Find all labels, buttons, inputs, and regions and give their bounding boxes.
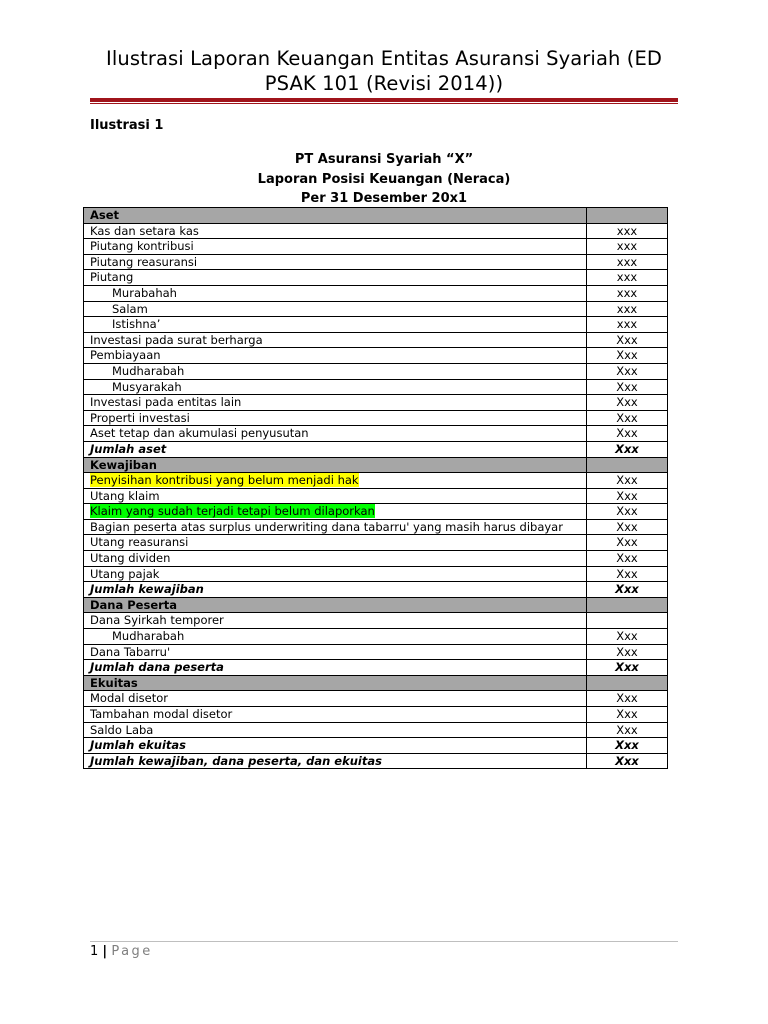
row-amount	[587, 457, 668, 473]
row-amount: Xxx	[587, 504, 668, 520]
label-text: Istishna’	[112, 317, 161, 332]
row-label	[84, 660, 587, 676]
label-text: Piutang reasuransi	[90, 254, 198, 269]
row-label	[84, 535, 587, 551]
row-label	[84, 348, 587, 364]
row-amount: Xxx	[587, 410, 668, 426]
row-amount: Xxx	[587, 738, 668, 754]
table-row	[84, 613, 668, 629]
total-row	[84, 738, 668, 754]
document-title-line-2: PSAK 101 (Revisi 2014))	[264, 72, 504, 95]
row-label	[84, 379, 587, 395]
label-text: Jumlah dana peserta	[90, 660, 224, 675]
table-row	[84, 504, 668, 520]
row-label	[84, 285, 587, 301]
total-row	[84, 660, 668, 676]
row-label	[84, 551, 587, 567]
row-amount: xxx	[587, 223, 668, 239]
table-row	[84, 223, 668, 239]
total-row	[84, 582, 668, 598]
row-amount: Xxx	[587, 582, 668, 598]
row-label	[84, 519, 587, 535]
highlighted-label-text: Klaim yang sudah terjadi tetapi belum dilaporkan	[90, 504, 375, 519]
row-amount: xxx	[587, 317, 668, 333]
section-header-row	[84, 457, 668, 473]
row-label	[84, 441, 587, 457]
row-label	[84, 675, 587, 691]
row-amount: Xxx	[587, 426, 668, 442]
label-text: Properti investasi	[90, 410, 190, 425]
row-amount: xxx	[587, 239, 668, 255]
label-text: Tambahan modal disetor	[90, 707, 233, 721]
row-amount: Xxx	[587, 753, 668, 769]
label-text: Mudharabah	[112, 629, 185, 644]
table-row	[84, 644, 668, 660]
row-amount: Xxx	[587, 644, 668, 660]
page-footer	[90, 944, 153, 959]
row-label	[84, 223, 587, 239]
label-text: Utang klaim	[90, 488, 160, 503]
row-label	[84, 738, 587, 754]
row-label	[84, 753, 587, 769]
row-amount	[587, 613, 668, 629]
label-text: Saldo Laba	[90, 722, 154, 737]
row-amount: Xxx	[587, 660, 668, 676]
page-separator: |	[102, 944, 108, 959]
table-row	[84, 488, 668, 504]
table-row	[84, 363, 668, 379]
row-label	[84, 629, 587, 645]
row-amount	[587, 208, 668, 224]
row-amount: Xxx	[587, 691, 668, 707]
table-row	[84, 395, 668, 411]
row-amount: xxx	[587, 270, 668, 286]
table-row	[84, 426, 668, 442]
row-label	[84, 426, 587, 442]
row-amount	[587, 675, 668, 691]
table-row	[84, 535, 668, 551]
row-amount: xxx	[587, 301, 668, 317]
row-amount	[587, 597, 668, 613]
row-label	[84, 644, 587, 660]
row-label	[84, 363, 587, 379]
row-amount: Xxx	[587, 629, 668, 645]
row-label	[84, 613, 587, 629]
table-row	[84, 629, 668, 645]
table-row	[84, 722, 668, 738]
table-row	[84, 254, 668, 270]
balance-sheet-body	[84, 208, 668, 769]
illustration-label: Ilustrasi 1	[90, 118, 164, 133]
label-text: Bagian peserta atas surplus underwriting dana tabarru' yang masih harus dibayar	[90, 519, 563, 534]
label-text: Aset tetap dan akumulasi penyusutan	[90, 426, 309, 441]
row-label	[84, 254, 587, 270]
table-row	[84, 707, 668, 723]
row-label	[84, 317, 587, 333]
total-row	[84, 753, 668, 769]
row-label	[84, 488, 587, 504]
label-text: Jumlah ekuitas	[90, 738, 187, 753]
row-label	[84, 597, 587, 613]
report-date: Per 31 Desember 20x1	[300, 191, 468, 206]
row-amount: Xxx	[587, 551, 668, 567]
row-amount: Xxx	[587, 566, 668, 582]
label-text: Piutang kontribusi	[90, 239, 194, 254]
label-text: Utang reasuransi	[90, 535, 189, 550]
table-row	[84, 285, 668, 301]
label-text: Mudharabah	[112, 363, 185, 378]
label-text: Musyarakah	[112, 379, 182, 394]
label-text: Dana Peserta	[90, 597, 178, 612]
row-amount: Xxx	[587, 332, 668, 348]
row-label	[84, 582, 587, 598]
title-rule-thin	[90, 103, 678, 104]
label-text: Jumlah kewajiban, dana peserta, dan ekuitas	[90, 753, 382, 768]
row-amount: Xxx	[587, 722, 668, 738]
report-name: Laporan Posisi Keuangan (Neraca)	[257, 171, 511, 187]
table-row	[84, 566, 668, 582]
section-header-row	[84, 208, 668, 224]
footer-rule	[90, 941, 678, 942]
label-text: Salam	[112, 301, 148, 316]
balance-sheet-table	[83, 207, 668, 769]
table-row	[84, 270, 668, 286]
page-number: 1	[90, 944, 99, 959]
section-header-row	[84, 675, 668, 691]
label-text: Investasi pada entitas lain	[90, 395, 242, 410]
row-label	[84, 691, 587, 707]
total-row	[84, 441, 668, 457]
row-amount: xxx	[587, 285, 668, 301]
table-row	[84, 239, 668, 255]
label-text: Ekuitas	[90, 675, 138, 690]
row-amount: Xxx	[587, 348, 668, 364]
label-text: Jumlah aset	[90, 441, 167, 456]
label-text: Aset	[90, 208, 120, 222]
row-amount: Xxx	[587, 395, 668, 411]
table-row	[84, 301, 668, 317]
row-amount: Xxx	[587, 488, 668, 504]
report-heading	[84, 150, 684, 209]
table-row	[84, 332, 668, 348]
row-amount: Xxx	[587, 363, 668, 379]
label-text: Jumlah kewajiban	[90, 582, 204, 597]
row-amount: Xxx	[587, 473, 668, 489]
label-text: Utang pajak	[90, 566, 160, 581]
row-label	[84, 332, 587, 348]
row-amount: Xxx	[587, 379, 668, 395]
row-label	[84, 504, 587, 520]
label-text: Investasi pada surat berharga	[90, 332, 263, 347]
label-text: Kas dan setara kas	[90, 223, 199, 238]
label-text: Murabahah	[112, 285, 177, 300]
table-row	[84, 410, 668, 426]
highlighted-label-text: Penyisihan kontribusi yang belum menjadi hak	[90, 473, 359, 488]
section-header-row	[84, 597, 668, 613]
table-row	[84, 473, 668, 489]
row-amount: Xxx	[587, 519, 668, 535]
row-label	[84, 208, 587, 224]
row-amount: Xxx	[587, 535, 668, 551]
label-text: Piutang	[90, 270, 134, 285]
table-row	[84, 691, 668, 707]
row-label	[84, 457, 587, 473]
title-rule-thick	[90, 98, 678, 102]
document-title	[90, 46, 678, 96]
row-amount: Xxx	[587, 707, 668, 723]
row-label	[84, 707, 587, 723]
table-row	[84, 348, 668, 364]
row-label	[84, 301, 587, 317]
label-text: Dana Syirkah temporer	[90, 613, 224, 628]
row-label	[84, 270, 587, 286]
row-label	[84, 566, 587, 582]
table-row	[84, 551, 668, 567]
label-text: Kewajiban	[90, 457, 157, 472]
table-row	[84, 379, 668, 395]
row-label	[84, 722, 587, 738]
label-text: Utang dividen	[90, 551, 171, 566]
document-title-line-1: Ilustrasi Laporan Keuangan Entitas Asuransi Syariah (ED	[106, 47, 662, 70]
row-label	[84, 410, 587, 426]
company-name: PT Asuransi Syariah “X”	[294, 152, 474, 167]
table-row	[84, 317, 668, 333]
page-word: Page	[111, 944, 153, 959]
row-amount: xxx	[587, 254, 668, 270]
table-row	[84, 519, 668, 535]
label-text: Modal disetor	[90, 691, 168, 706]
label-text: Dana Tabarru'	[90, 644, 171, 659]
label-text: Pembiayaan	[90, 348, 161, 363]
row-label	[84, 473, 587, 489]
row-amount: Xxx	[587, 441, 668, 457]
row-label	[84, 239, 587, 255]
row-label	[84, 395, 587, 411]
